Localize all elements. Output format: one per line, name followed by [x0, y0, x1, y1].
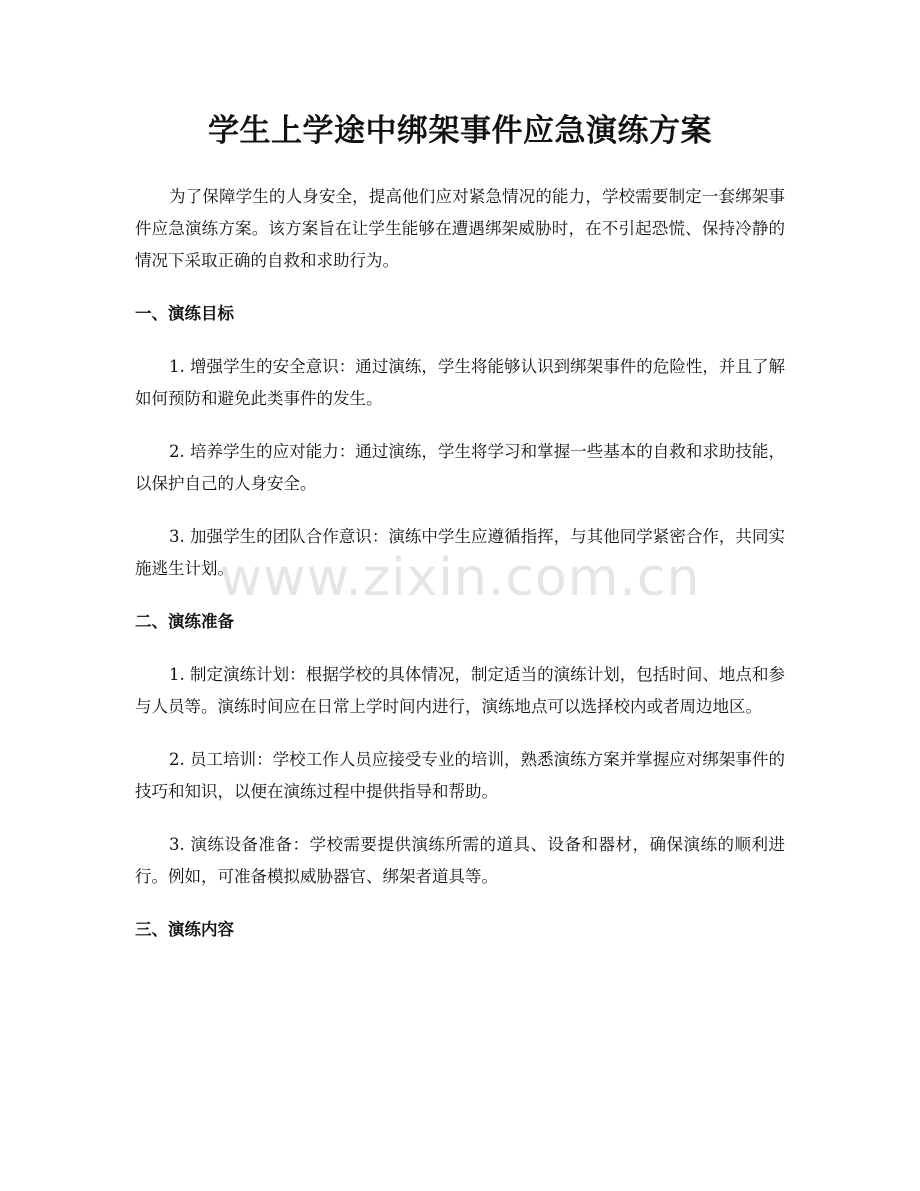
section-heading: 二、演练准备 [135, 612, 234, 631]
intro-paragraph: 为了保障学生的人身安全，提高他们应对紧急情况的能力，学校需要制定一套绑架事件应急演练方案。该方案旨在让学生能够在遭遇绑架威胁时，在不引起恐慌、保持冷静的情况下采取正确的自救和求助行为。 [135, 187, 785, 270]
section-content [135, 914, 785, 946]
list-item: 3. 加强学生的团队合作意识：演练中学生应遵循指挥，与其他同学紧密合作，共同实施逃生计划。 [135, 527, 785, 578]
section-goals [135, 298, 785, 585]
section-preparation [135, 606, 785, 893]
watermark: www.zixin.com.cn [219, 548, 701, 608]
list-item: 2. 员工培训：学校工作人员应接受专业的培训，熟悉演练方案并掌握应对绑架事件的技巧和知识，以便在演练过程中提供指导和帮助。 [135, 750, 785, 801]
list-item: 3. 演练设备准备：学校需要提供演练所需的道具、设备和器材，确保演练的顺利进行。例如，可准备模拟威胁器官、绑架者道具等。 [135, 835, 785, 886]
list-item: 1. 增强学生的安全意识：通过演练，学生将能够认识到绑架事件的危险性，并且了解如何预防和避免此类事件的发生。 [135, 357, 785, 408]
section-heading: 一、演练目标 [135, 304, 234, 323]
list-item: 2. 培养学生的应对能力：通过演练，学生将学习和掌握一些基本的自救和求助技能，以保护自己的人身安全。 [135, 442, 785, 493]
section-heading: 三、演练内容 [135, 920, 234, 939]
document-body [135, 181, 785, 967]
document-title: 学生上学途中绑架事件应急演练方案 [208, 113, 712, 149]
list-item: 1. 制定演练计划：根据学校的具体情况，制定适当的演练计划，包括时间、地点和参与人员等。演练时间应在日常上学时间内进行，演练地点可以选择校内或者周边地区。 [135, 665, 785, 716]
